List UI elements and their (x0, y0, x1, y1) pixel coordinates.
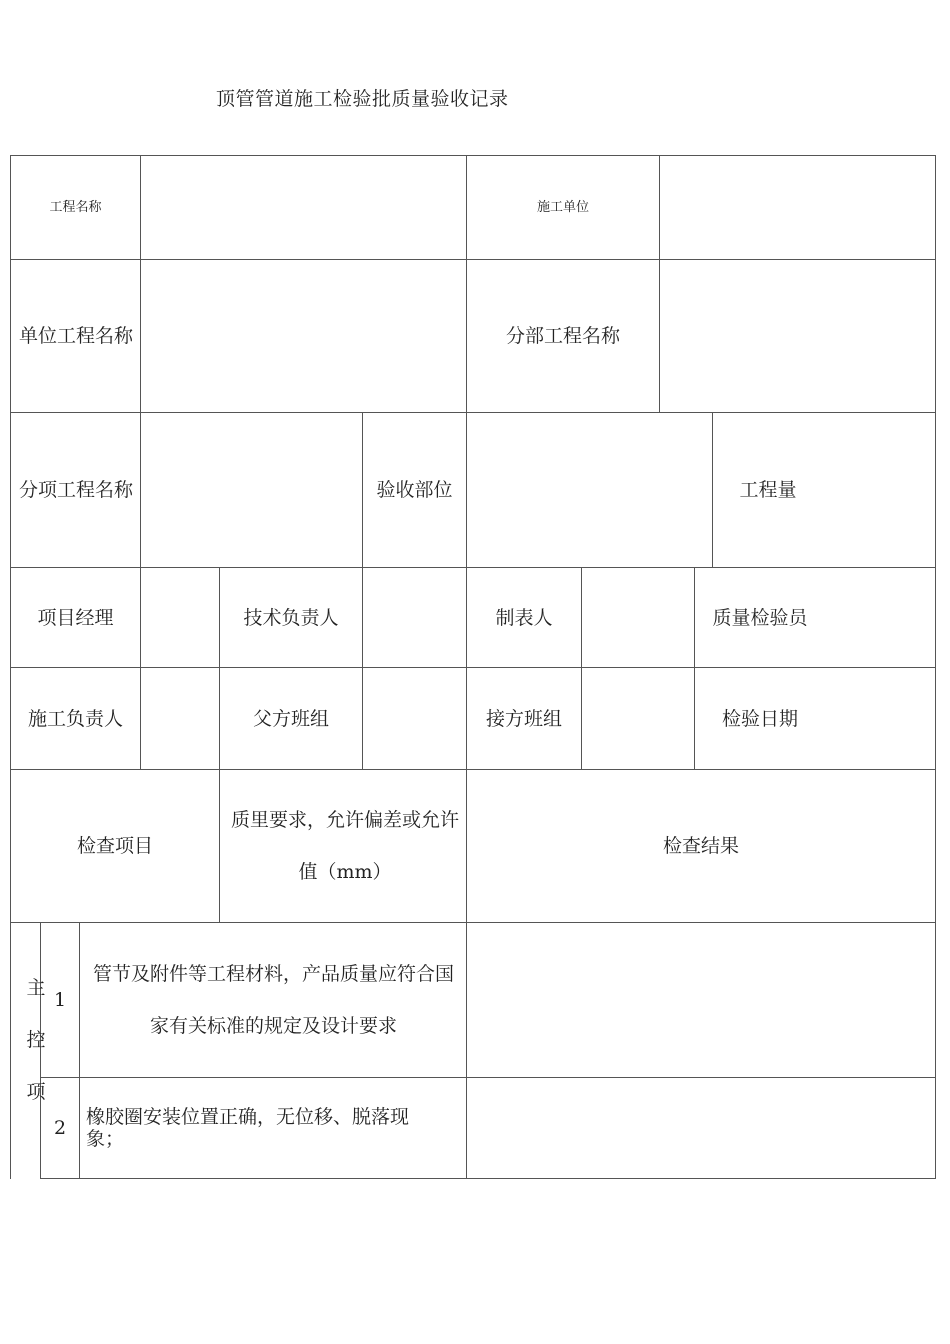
label-inspection-result: 检查结果 (662, 835, 739, 857)
value-construction-unit[interactable] (660, 156, 935, 259)
value-receiving-team[interactable] (582, 668, 694, 769)
grid-line (40, 1178, 936, 1179)
label-division-project-name: 分部工程名称 (505, 325, 620, 347)
item-result[interactable] (467, 1078, 935, 1178)
item-description: 橡胶圈安装位置正确，无位移、脱落现象； (86, 1106, 410, 1150)
main-control-char: 项 (26, 1081, 46, 1103)
grid-line (935, 155, 936, 1179)
value-construction-lead[interactable] (141, 668, 219, 769)
label-quantity: 工程量 (739, 479, 797, 501)
item-description: 管节及附件等工程材料，产品质量应符合国家有关标准的规定及设计要求 (92, 963, 454, 1037)
label-inspection-item: 检查项目 (76, 835, 153, 857)
value-tabulator[interactable] (582, 568, 694, 667)
label-subitem-project-name: 分项工程名称 (18, 479, 133, 501)
value-unit-project-name[interactable] (141, 260, 466, 412)
value-technical-lead[interactable] (363, 568, 466, 667)
value-subitem-project-name[interactable] (141, 413, 362, 567)
main-control-char: 控 (26, 1029, 46, 1051)
label-project-manager: 项目经理 (37, 606, 114, 629)
item-result[interactable] (467, 923, 935, 1077)
main-control-char: 主 (26, 977, 46, 999)
item-number: 2 (53, 1117, 67, 1139)
label-construction-lead: 施工负责人 (27, 707, 123, 730)
label-quality-requirement: 质里要求，允许偏差或允许值（mm） (230, 809, 459, 883)
label-tabulator: 制表人 (495, 606, 553, 629)
label-handover-team: 父方班组 (252, 707, 329, 730)
label-technical-lead: 技术负责人 (243, 606, 339, 629)
value-handover-team[interactable] (363, 668, 466, 769)
page-title: 顶管管道施工检验批质量验收记录 (216, 88, 509, 110)
label-unit-project-name: 单位工程名称 (18, 325, 133, 347)
label-receiving-team: 接方班组 (485, 707, 562, 730)
label-acceptance-part: 验收部位 (376, 479, 453, 501)
item-number: 1 (53, 989, 67, 1011)
label-construction-unit: 施工单位 (536, 199, 589, 215)
grid-line (79, 922, 80, 1179)
label-quality-inspector: 质量检验员 (712, 606, 808, 629)
value-acceptance-part[interactable] (467, 413, 712, 567)
label-inspection-date: 检验日期 (721, 707, 798, 730)
value-project-name[interactable] (141, 156, 466, 259)
value-division-project-name[interactable] (660, 260, 935, 412)
label-project-name: 工程名称 (49, 199, 102, 215)
value-project-manager[interactable] (141, 568, 219, 667)
